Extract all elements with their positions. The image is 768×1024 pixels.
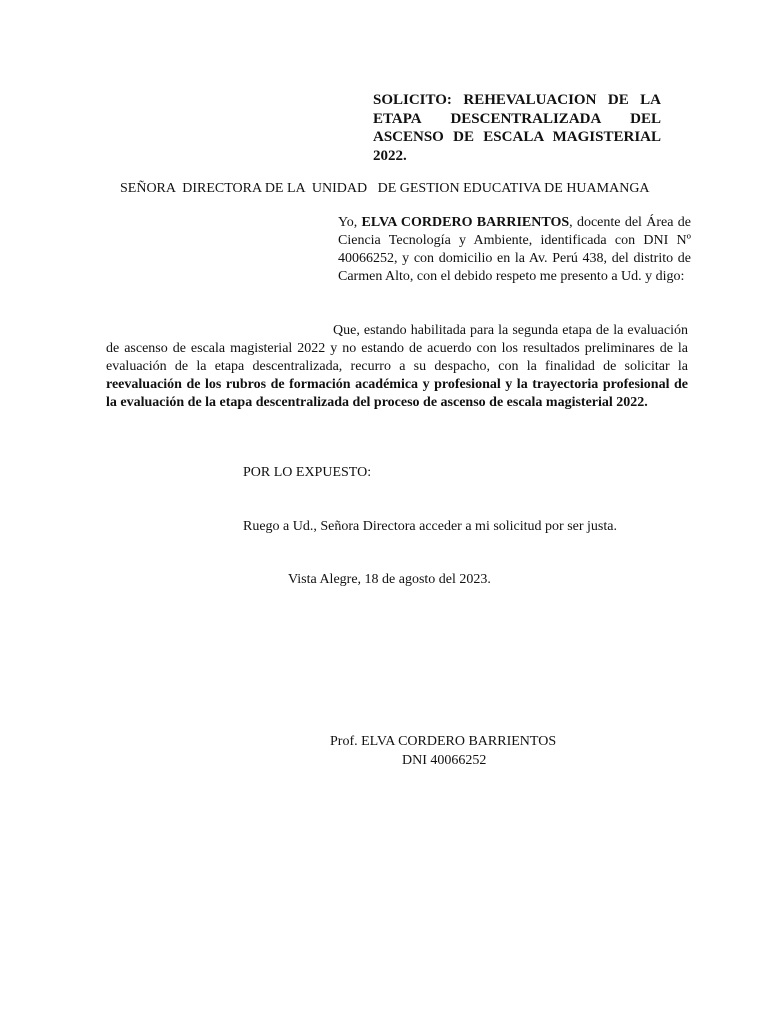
signature-dni: DNI 40066252 <box>402 753 487 768</box>
date-line: Vista Alegre, 18 de agosto del 2023. <box>288 572 491 587</box>
addressee-line: SEÑORA DIRECTORA DE LA UNIDAD DE GESTION EDUCATIVA DE HUAMANGA <box>120 181 650 196</box>
por-lo-expuesto: POR LO EXPUESTO: <box>243 465 372 480</box>
body-bold-text: reevaluación de los rubros de formación académica y profesional y la trayectoria profesional de la evaluación de la etapa descentralizada del proceso de ascenso de escala magisterial 2022. <box>106 377 688 410</box>
subject-heading <box>373 91 661 165</box>
subject-line: ETAPA DESCENTRALIZADA DEL <box>373 110 661 127</box>
intro-text: , docente del Área de Ciencia Tecnología y Ambiente, identificada con DNI Nº 40066252, y con domicilio en la Av. Perú 438, del distrito de Carmen Alto, con el debido respeto me presento a Ud. y digo: <box>338 215 691 284</box>
subject-line: SOLICITO: REHEVALUACION DE LA <box>373 92 661 108</box>
ruego-line: Ruego a Ud., Señora Directora acceder a mi solicitud por ser justa. <box>243 519 617 534</box>
body-text: Que, estando habilitada para la segunda etapa de la evaluación de ascenso de escala magisterial 2022 y no estando de acuerdo con los resultados preliminares de la evaluación de la etapa descentralizada, recurro a su despacho, con la finalidad de solicitar la <box>106 323 688 374</box>
intro-paragraph <box>338 214 691 286</box>
subject-line: ASCENSO DE ESCALA MAGISTERIAL <box>373 129 661 145</box>
applicant-name: ELVA CORDERO BARRIENTOS <box>361 215 570 230</box>
subject-line: 2022. <box>373 147 407 164</box>
body-paragraph <box>106 322 688 412</box>
signature-name: Prof. ELVA CORDERO BARRIENTOS <box>330 734 557 749</box>
intro-prefix: Yo, <box>338 215 362 230</box>
